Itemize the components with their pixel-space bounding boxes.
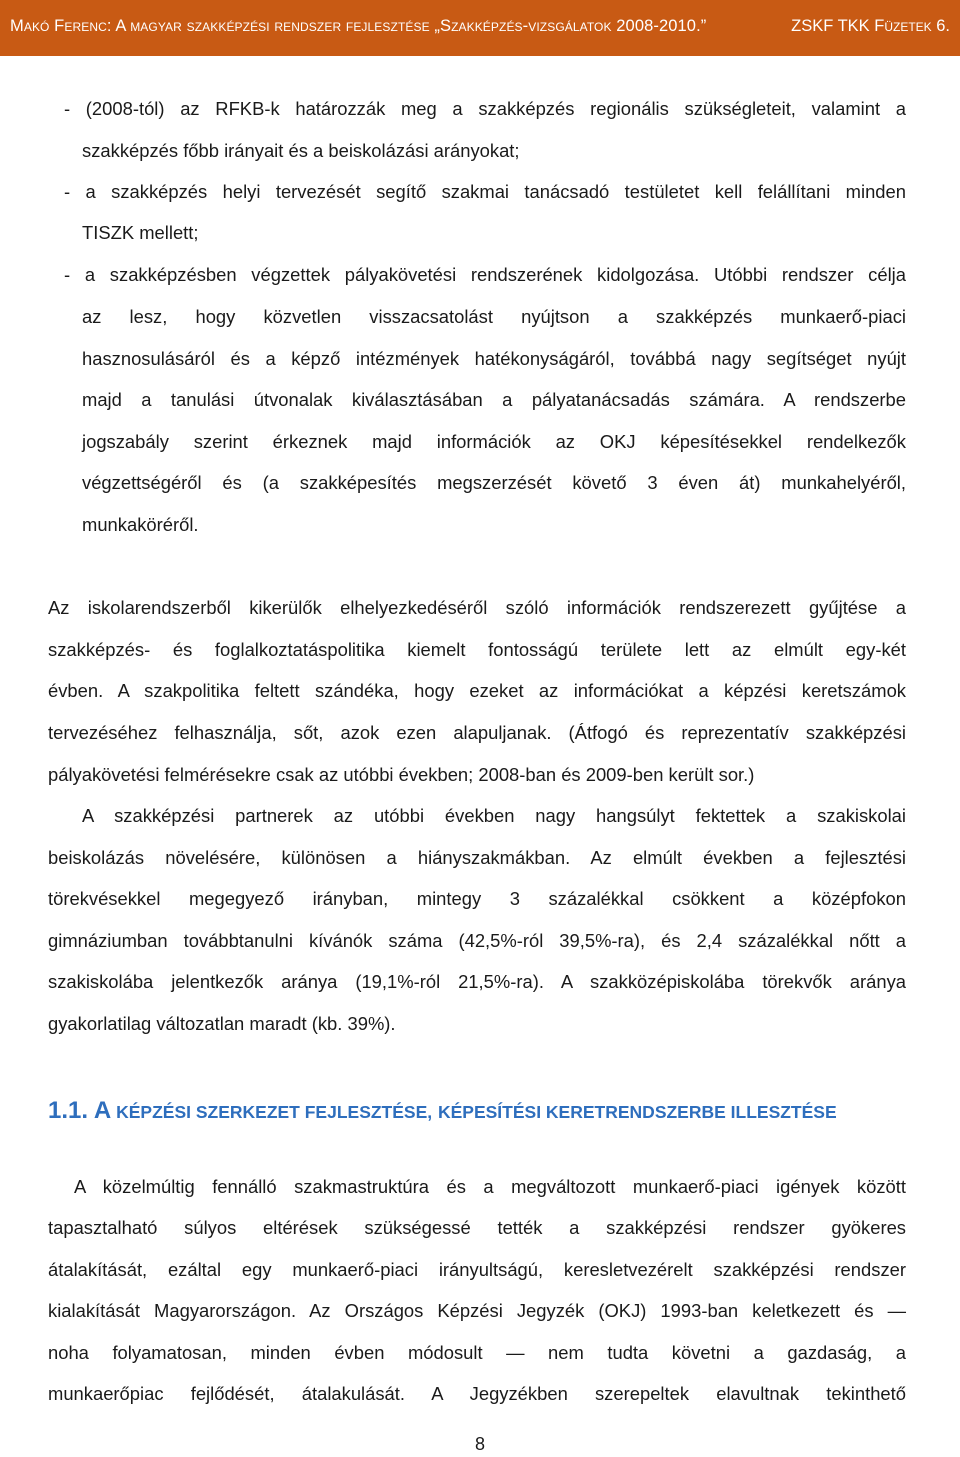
header-series: ZSKF TKK Füzetek 6.	[791, 17, 950, 35]
list-line: hasznosulásáról és a képző intézmények hatékonyságáról, továbbá nagy segítséget nyújt	[82, 348, 906, 369]
paragraph-line: A közelmúltig fennálló szakmastruktúra és a megváltozott munkaerő-piaci igények között	[74, 1176, 906, 1197]
list-line: az lesz, hogy közvetlen visszacsatolást nyújtson a szakképzés munkaerő-piaci	[82, 306, 906, 327]
header-title: Makó Ferenc: A magyar szakképzési rendszer fejlesztése „Szakképzés-vizsgálatok 2008-2010.”	[10, 17, 707, 35]
list-line: - (2008-tól) az RFKB-k határozzák meg a szakképzés regionális szükségleteit, valamint a	[64, 98, 906, 119]
paragraph-line: Az iskolarendszerből kikerülők elhelyezkedéséről szóló információk rendszerezett gyűjtése a	[48, 597, 906, 618]
paragraph-line: munkaerőpiac fejlődését, átalakulását. A Jegyzékben szerepeltek elavultnak tekinthető	[48, 1383, 906, 1404]
paragraph-line: szakiskolába jelentkezők aránya (19,1%-ról 21,5%-ra). A szakközépiskolába törekvők aránya	[48, 971, 906, 992]
section-title-initial: A	[93, 1097, 112, 1124]
paragraph-line: törekvésekkel megegyező irányban, mintegy 3 százalékkal csökkent a középfokon	[48, 888, 906, 909]
paragraph-line: kialakítását Magyarországon. Az Országos Képzési Jegyzék (OKJ) 1993-ban keletkezett és —	[48, 1300, 906, 1321]
page-number: 8	[474, 1434, 485, 1454]
paragraph-line: tervezéséhez felhasználja, sőt, azok ezen alapuljanak. (Átfogó és reprezentatív szakképzési	[48, 722, 906, 743]
paragraph-line: tapasztalható súlyos eltérések szükségessé tették a szakképzési rendszer gyökeres	[48, 1217, 906, 1238]
paragraph-line: noha folyamatosan, minden évben módosult — nem tudta követni a gazdaság, a	[48, 1342, 906, 1363]
paragraph-line: szakképzés- és foglalkoztatáspolitika kiemelt fontosságú területe lett az elmúlt egy-két	[48, 639, 906, 660]
running-header	[0, 0, 960, 56]
paragraph-line: gimnáziumban továbbtanulni kívánók száma (42,5%-ról 39,5%-ra), és 2,4 százalékkal nőtt a	[48, 930, 906, 951]
list-line: jogszabály szerint érkeznek majd információk az OKJ képesítésekkel rendelkezők	[82, 431, 906, 452]
list-line: végzettségéről és (a szakképesítés megszerzését követő 3 éven át) munkahelyéről,	[82, 472, 906, 493]
paragraph-line: A szakképzési partnerek az utóbbi években nagy hangsúlyt fektettek a szakiskolai	[82, 805, 906, 826]
list-line: munkaköréről.	[82, 514, 199, 535]
paragraph-line: gyakorlatilag változatlan maradt (kb. 39%).	[48, 1013, 396, 1034]
paragraph-line: évben. A szakpolitika feltett szándéka, hogy ezeket az információkat a képzési keretszámok	[48, 680, 906, 701]
section-number: 1.1.	[48, 1097, 89, 1124]
section-heading	[48, 1096, 837, 1127]
list-line: TISZK mellett;	[82, 222, 199, 243]
section-title-part-2: KÉPESÍTÉSI KERETRENDSZERBE ILLESZTÉSE	[437, 1102, 837, 1122]
list-line: majd a tanulási útvonalak kiválasztásában a pályatanácsadás számára. A rendszerbe	[82, 389, 906, 410]
paragraph-line: pályakövetési felmérésekre csak az utóbbi években; 2008-ban és 2009-ben került sor.)	[48, 764, 755, 785]
list-line: szakképzés főbb irányait és a beiskolázási arányokat;	[82, 140, 520, 161]
paragraph-line: átalakítását, ezáltal egy munkaerő-piaci irányultságú, keresletvezérelt szakképzési rendszer	[48, 1259, 906, 1280]
paragraph-line: beiskolázás növelésére, különösen a hiányszakmákban. Az elmúlt években a fejlesztési	[48, 847, 906, 868]
list-line: - a szakképzésben végzettek pályakövetési rendszerének kidolgozása. Utóbbi rendszer célja	[64, 264, 906, 285]
section-title-part-1: KÉPZÉSI SZERKEZET FEJLESZTÉSE,	[116, 1102, 433, 1122]
list-line: - a szakképzés helyi tervezését segítő szakmai tanácsadó testületet kell felállítani minden	[64, 181, 906, 202]
